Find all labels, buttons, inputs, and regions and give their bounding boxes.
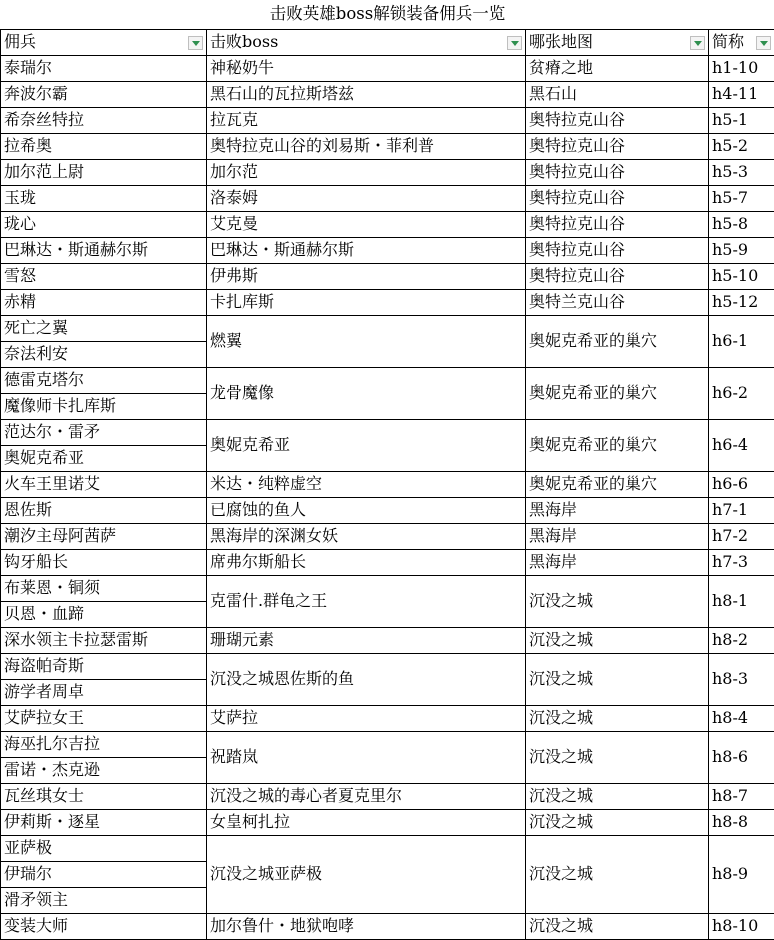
cell-map[interactable]: 奥特拉克山谷 [526, 263, 709, 289]
cell-map[interactable]: 奥特拉克山谷 [526, 159, 709, 185]
cell-boss[interactable]: 卡扎库斯 [207, 289, 526, 315]
cell-code[interactable]: h7-1 [709, 497, 774, 523]
cell-mercenary[interactable]: 泰瑞尔 [1, 55, 207, 81]
cell-code[interactable]: h8-2 [709, 627, 774, 653]
cell-boss[interactable]: 祝踏岚 [207, 731, 526, 783]
cell-mercenary[interactable]: 珑心 [1, 211, 207, 237]
table-row [1, 315, 774, 341]
cell-code[interactable]: h6-2 [709, 367, 774, 419]
table-row [1, 835, 774, 861]
cell-code[interactable]: h5-10 [709, 263, 774, 289]
cell-boss[interactable]: 巴琳达・斯通赫尔斯 [207, 237, 526, 263]
table-row [1, 133, 774, 159]
table-row [1, 185, 774, 211]
cell-mercenary[interactable]: 变装大师 [1, 913, 207, 939]
cell-mercenary[interactable]: 伊莉斯・逐星 [1, 809, 207, 835]
table-row [1, 237, 774, 263]
cell-map[interactable]: 黑海岸 [526, 497, 709, 523]
cell-map[interactable]: 沉没之城 [526, 627, 709, 653]
cell-map[interactable]: 奥特拉克山谷 [526, 237, 709, 263]
cell-code[interactable]: h6-6 [709, 471, 774, 497]
cell-mercenary[interactable]: 魔像师卡扎库斯 [1, 393, 207, 419]
table-row [1, 289, 774, 315]
table-row [1, 731, 774, 757]
cell-map[interactable]: 黑石山 [526, 81, 709, 107]
cell-code[interactable]: h8-1 [709, 575, 774, 627]
cell-map[interactable]: 沉没之城 [526, 731, 709, 783]
cell-mercenary[interactable]: 玉珑 [1, 185, 207, 211]
cell-boss[interactable]: 艾萨拉 [207, 705, 526, 731]
cell-map[interactable]: 沉没之城 [526, 653, 709, 705]
cell-boss[interactable]: 燃翼 [207, 315, 526, 367]
cell-boss[interactable]: 席弗尔斯船长 [207, 549, 526, 575]
table-row [1, 705, 774, 731]
cell-mercenary[interactable]: 德雷克塔尔 [1, 367, 207, 393]
cell-mercenary[interactable]: 雷诺・杰克逊 [1, 757, 207, 783]
cell-map[interactable]: 贫瘠之地 [526, 55, 709, 81]
cell-boss[interactable]: 神秘奶牛 [207, 55, 526, 81]
header-code-label: 简称 [712, 32, 744, 51]
cell-code[interactable]: h1-10 [709, 55, 774, 81]
filter-dropdown-icon[interactable] [756, 36, 771, 50]
cell-boss[interactable]: 龙骨魔像 [207, 367, 526, 419]
table-row [1, 809, 774, 835]
cell-mercenary[interactable]: 拉希奥 [1, 133, 207, 159]
cell-code[interactable]: h5-7 [709, 185, 774, 211]
cell-mercenary[interactable]: 奥妮克希亚 [1, 445, 207, 471]
cell-map[interactable]: 奥妮克希亚的巢穴 [526, 471, 709, 497]
cell-map[interactable]: 沉没之城 [526, 783, 709, 809]
cell-code[interactable]: h6-1 [709, 315, 774, 367]
cell-boss[interactable]: 米达・纯粹虚空 [207, 471, 526, 497]
sheet-title: 击败英雄boss解锁装备佣兵一览 [1, 0, 774, 29]
cell-map[interactable]: 沉没之城 [526, 705, 709, 731]
cell-code[interactable]: h5-9 [709, 237, 774, 263]
cell-map[interactable]: 奥妮克希亚的巢穴 [526, 367, 709, 419]
cell-mercenary[interactable]: 巴琳达・斯通赫尔斯 [1, 237, 207, 263]
cell-code[interactable]: h5-2 [709, 133, 774, 159]
cell-boss[interactable]: 加尔鲁什・地狱咆哮 [207, 913, 526, 939]
cell-mercenary[interactable]: 潮汐主母阿茜萨 [1, 523, 207, 549]
cell-map[interactable]: 黑海岸 [526, 523, 709, 549]
table-row [1, 653, 774, 679]
header-mercenary-label: 佣兵 [4, 32, 36, 51]
cell-boss[interactable]: 克雷什.群龟之王 [207, 575, 526, 627]
cell-mercenary[interactable]: 海盗帕奇斯 [1, 653, 207, 679]
cell-boss[interactable]: 洛泰姆 [207, 185, 526, 211]
cell-map[interactable]: 奥特兰克山谷 [526, 289, 709, 315]
cell-map[interactable]: 奥特拉克山谷 [526, 107, 709, 133]
table-body [1, 55, 774, 939]
table-row [1, 367, 774, 393]
cell-code[interactable]: h6-4 [709, 419, 774, 471]
table-row [1, 627, 774, 653]
cell-boss[interactable]: 沉没之城的毒心者夏克里尔 [207, 783, 526, 809]
table-row [1, 55, 774, 81]
table-row [1, 575, 774, 601]
cell-boss[interactable]: 奥特拉克山谷的刘易斯・菲利普 [207, 133, 526, 159]
cell-mercenary[interactable]: 奈法利安 [1, 341, 207, 367]
cell-map[interactable]: 奥特拉克山谷 [526, 211, 709, 237]
cell-boss[interactable]: 沉没之城恩佐斯的鱼 [207, 653, 526, 705]
header-code [709, 29, 774, 55]
filter-dropdown-icon[interactable] [507, 36, 522, 50]
cell-code[interactable]: h8-4 [709, 705, 774, 731]
table-row [1, 211, 774, 237]
cell-boss[interactable]: 拉瓦克 [207, 107, 526, 133]
cell-boss[interactable]: 已腐蚀的鱼人 [207, 497, 526, 523]
cell-mercenary[interactable]: 赤精 [1, 289, 207, 315]
header-map-label: 哪张地图 [529, 32, 593, 51]
cell-code[interactable]: h5-12 [709, 289, 774, 315]
cell-mercenary[interactable]: 希奈丝特拉 [1, 107, 207, 133]
cell-code[interactable]: h8-9 [709, 835, 774, 913]
cell-boss[interactable]: 沉没之城亚萨极 [207, 835, 526, 913]
cell-mercenary[interactable]: 游学者周卓 [1, 679, 207, 705]
cell-map[interactable]: 黑海岸 [526, 549, 709, 575]
cell-boss[interactable]: 女皇柯扎拉 [207, 809, 526, 835]
header-map [526, 29, 709, 55]
cell-mercenary[interactable]: 加尔范上尉 [1, 159, 207, 185]
cell-mercenary[interactable]: 海巫扎尔吉拉 [1, 731, 207, 757]
table-row [1, 549, 774, 575]
cell-code[interactable]: h5-1 [709, 107, 774, 133]
cell-mercenary[interactable]: 布莱恩・铜须 [1, 575, 207, 601]
cell-code[interactable]: h8-6 [709, 731, 774, 783]
cell-map[interactable]: 奥妮克希亚的巢穴 [526, 419, 709, 471]
filter-dropdown-icon[interactable] [690, 36, 705, 50]
cell-boss[interactable]: 伊弗斯 [207, 263, 526, 289]
cell-boss[interactable]: 珊瑚元素 [207, 627, 526, 653]
cell-mercenary[interactable]: 艾萨拉女王 [1, 705, 207, 731]
cell-mercenary[interactable]: 火车王里诺艾 [1, 471, 207, 497]
cell-map[interactable]: 沉没之城 [526, 575, 709, 627]
table-row [1, 159, 774, 185]
cell-code[interactable]: h4-11 [709, 81, 774, 107]
cell-mercenary[interactable]: 亚萨极 [1, 835, 207, 861]
cell-mercenary[interactable]: 奔波尔霸 [1, 81, 207, 107]
cell-code[interactable]: h7-2 [709, 523, 774, 549]
table-row [1, 81, 774, 107]
cell-mercenary[interactable]: 死亡之翼 [1, 315, 207, 341]
table-row [1, 913, 774, 939]
cell-mercenary[interactable]: 范达尔・雷矛 [1, 419, 207, 445]
cell-mercenary[interactable]: 滑矛领主 [1, 887, 207, 913]
cell-mercenary[interactable]: 贝恩・血蹄 [1, 601, 207, 627]
cell-code[interactable]: h8-3 [709, 653, 774, 705]
table-row [1, 471, 774, 497]
table-row [1, 523, 774, 549]
table-row [1, 497, 774, 523]
cell-code[interactable]: h8-8 [709, 809, 774, 835]
cell-map[interactable]: 沉没之城 [526, 913, 709, 939]
cell-map[interactable]: 奥特拉克山谷 [526, 133, 709, 159]
cell-map[interactable]: 沉没之城 [526, 835, 709, 913]
cell-mercenary[interactable]: 伊瑞尔 [1, 861, 207, 887]
cell-map[interactable]: 沉没之城 [526, 809, 709, 835]
table-row [1, 263, 774, 289]
cell-map[interactable]: 奥妮克希亚的巢穴 [526, 315, 709, 367]
cell-map[interactable]: 奥特拉克山谷 [526, 185, 709, 211]
filter-dropdown-icon[interactable] [188, 36, 203, 50]
cell-mercenary[interactable]: 瓦丝琪女士 [1, 783, 207, 809]
table-row [1, 783, 774, 809]
cell-mercenary[interactable]: 恩佐斯 [1, 497, 207, 523]
cell-mercenary[interactable]: 深水领主卡拉瑟雷斯 [1, 627, 207, 653]
cell-boss[interactable]: 黑海岸的深渊女妖 [207, 523, 526, 549]
cell-code[interactable]: h5-8 [709, 211, 774, 237]
header-boss [207, 29, 526, 55]
cell-mercenary[interactable]: 钩牙船长 [1, 549, 207, 575]
header-boss-label: 击败boss [210, 32, 278, 51]
cell-code[interactable]: h5-3 [709, 159, 774, 185]
cell-mercenary[interactable]: 雪怒 [1, 263, 207, 289]
cell-code[interactable]: h7-3 [709, 549, 774, 575]
table-row [1, 107, 774, 133]
header-mercenary [1, 29, 207, 55]
cell-code[interactable]: h8-10 [709, 913, 774, 939]
table-row [1, 419, 774, 445]
cell-boss[interactable]: 加尔范 [207, 159, 526, 185]
cell-boss[interactable]: 奥妮克希亚 [207, 419, 526, 471]
cell-boss[interactable]: 黑石山的瓦拉斯塔兹 [207, 81, 526, 107]
cell-boss[interactable]: 艾克曼 [207, 211, 526, 237]
cell-code[interactable]: h8-7 [709, 783, 774, 809]
